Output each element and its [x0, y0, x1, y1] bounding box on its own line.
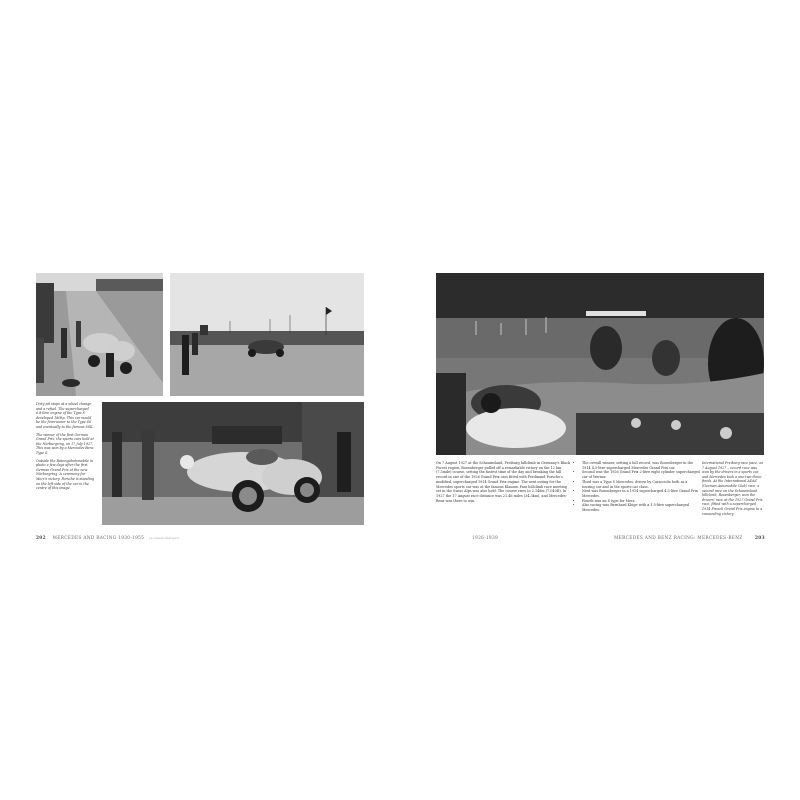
result-item: • Second was the 1926 Grand Prix 2-litre eight cylinder supercharged car of Werner.: [582, 470, 700, 479]
left-footer: [36, 536, 180, 541]
winner-ceremony-photo: [102, 402, 364, 525]
result-item: • Third was a Type S Mercedes, driven by Caracciola both as a touring car and in the sports car class.: [582, 480, 700, 489]
era-label: 1926-1939: [472, 536, 499, 541]
pit-stop-photo: [36, 273, 163, 396]
caption-ceremony: Outside the Rutengebotsmobile in photo a few days after the first German Grand Prix at the new Nürburgring. A ceremony for Merz's victory. Porsche is standing on the left side of the car in the centre of this image.: [36, 458, 95, 491]
left-page: [36, 270, 364, 550]
klausen-hillclimb-photo: [436, 273, 764, 455]
caption-pit-stop: Dirty pit stops at a wheel change and a refuel. The supercharged 6.8-litre engine of the Type S developed 180hp. This car would be the forerunner to the Type SS and eventually to the famous SSK.: [36, 402, 94, 429]
article-body-text: On 7 August 1927 at the Schauinsland, Freiburg hillclimb in Germany's Black Forest region, Rosenberger pulled off a remarkable victory on the 12 km (7.5mile) course, setting the fastest time of the day and breaking the hill record in one of the 1926 Grand Prix cars fitted with Ferdinand Porsche's modified, supercharged 1914 Grand Prix engine. The next outing for the Mercedes sports car was at the famous Klausen Pass hillclimb race meeting set in the Swiss Alps was also held. The course rises to 2,148m (7,040ft). In 1927 the 17 August race distance was 21.46 miles (34.3km), and Mercedes-Benz was there to win.: [436, 461, 571, 503]
result-item: • The overall winner, setting a hill record, was Rosenberger in the 1914 4.5-litre supercharged Mercedes Grand Prix car.: [582, 461, 700, 470]
result-item: • Next was Rosenberger in a 1914 supercharged 4.5-litre Grand Prix Mercedes.: [582, 489, 700, 498]
result-item: • Fourth was an S type for Merz.: [582, 499, 700, 504]
page-number-left: 202: [36, 536, 46, 541]
page-number-right: 203: [755, 536, 765, 541]
result-item: • Also racing was Bernhard Kluge with a 1.5-litre supercharged Mercedes.: [582, 503, 700, 512]
right-page: [436, 270, 764, 550]
right-photo-caption: International Freiburg race pace, on 7 August 1927 – record race was won by the drivers in a sports car, and Mercedes took a one-two-three finish. At the International ADAC (German Automobile Club) race, a second race on the Schauinsland hillclimb, Rosenberger, won the drivers' race at the 1927 Grand Prix race, fitted with a supercharged 1914 French Grand Prix engine to a resounding victory.: [702, 461, 764, 516]
caption-winner: The winner of the first German Grand Prix, the sports cars held at the Nürburgring, on 17 July 1927. This was won by a Mercedes-Benz Type S.: [36, 432, 94, 455]
race-start-photo: [170, 273, 364, 396]
running-title-left: MERCEDES AND RACING 1930-1955: [52, 536, 145, 541]
running-subtitle-left: (a supercharger): [149, 536, 180, 540]
results-list: [576, 461, 700, 513]
left-photo-captions: [36, 402, 96, 494]
running-title-right: MERCEDES AND BENZ RACING: MERCEDES-BENZ: [614, 536, 743, 541]
